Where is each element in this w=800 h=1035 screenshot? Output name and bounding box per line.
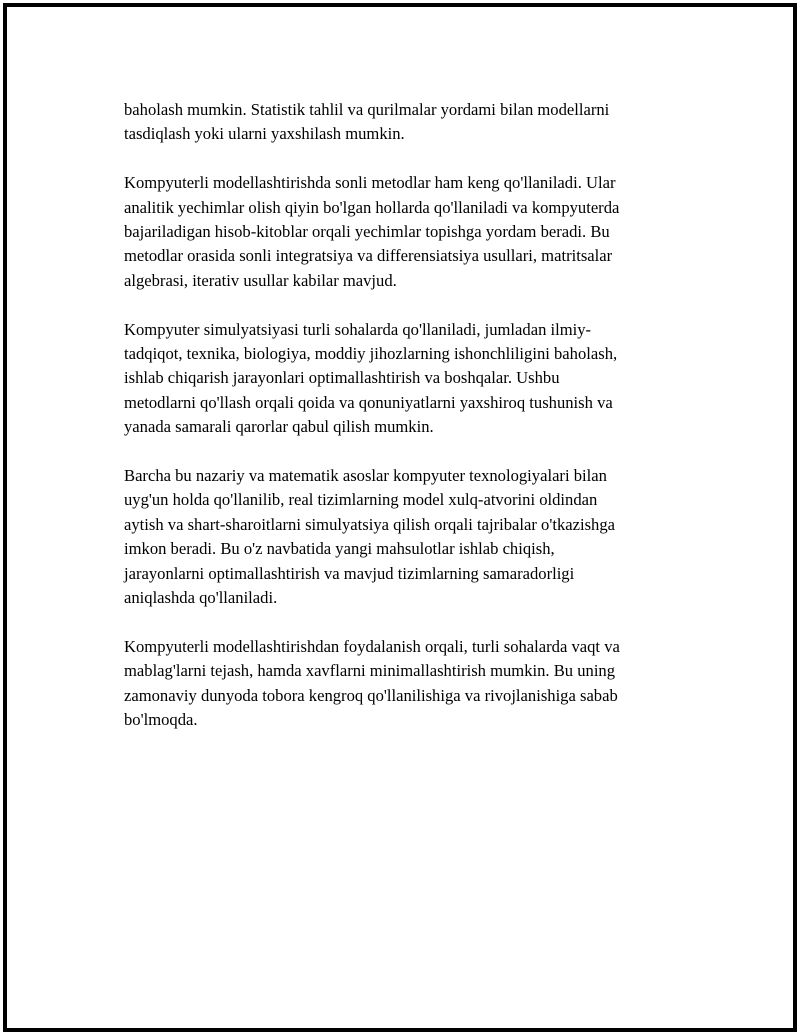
- paragraph-1: [124, 98, 684, 147]
- paragraph-5: [124, 635, 684, 733]
- text-line: tasdiqlash yoki ularni yaxshilash mumkin.: [124, 124, 405, 144]
- text-line: metodlar orasida sonli integratsiya va differensiatsiya usullari, matritsalar: [124, 246, 613, 266]
- text-line: imkon beradi. Bu o'z navbatida yangi mahsulotlar ishlab chiqish,: [124, 539, 555, 559]
- text-line: ishlab chiqarish jarayonlari optimallashtirish va boshqalar. Ushbu: [124, 368, 560, 388]
- text-line: Barcha bu nazariy va matematik asoslar kompyuter texnologiyalari bilan: [124, 466, 607, 486]
- text-line: Kompyuter simulyatsiyasi turli sohalarda qo'llaniladi, jumladan ilmiy-: [124, 319, 592, 339]
- paragraph-3: [124, 318, 684, 440]
- text-line: baholash mumkin. Statistik tahlil va qurilmalar yordami bilan modellarni: [124, 100, 610, 119]
- text-line: aniqlashda qo'llaniladi.: [124, 588, 278, 608]
- text-line: analitik yechimlar olish qiyin bo'lgan hollarda qo'llaniladi va kompyuterda: [124, 197, 620, 217]
- text-line: algebrasi, iterativ usullar kabilar mavjud.: [124, 270, 397, 290]
- document-body: [124, 98, 684, 757]
- text-line: uyg'un holda qo'llanilib, real tizimlarning model xulq-atvorini oldindan: [124, 490, 598, 510]
- text-line: bo'lmoqda.: [124, 710, 198, 730]
- text-line: jarayonlarni optimallashtirish va mavjud tizimlarning samaradorligi: [124, 563, 575, 583]
- text-line: Kompyuterli modellashtirishdan foydalanish orqali, turli sohalarda vaqt va: [124, 636, 620, 656]
- text-line: yanada samarali qarorlar qabul qilish mumkin.: [124, 417, 434, 437]
- text-line: metodlarni qo'llash orqali qoida va qonuniyatlarni yaxshiroq tushunish va: [124, 392, 613, 412]
- text-line: mablag'larni tejash, hamda xavflarni minimallashtirish mumkin. Bu uning: [124, 661, 616, 681]
- text-line: bajariladigan hisob-kitoblar orqali yechimlar topishga yordam beradi. Bu: [124, 222, 610, 242]
- text-line: aytish va shart-sharoitlarni simulyatsiya qilish orqali tajribalar o'tkazishga: [124, 514, 615, 534]
- text-line: Kompyuterli modellashtirishda sonli metodlar ham keng qo'llaniladi. Ular: [124, 173, 616, 193]
- paragraph-2: [124, 171, 684, 293]
- text-line: tadqiqot, texnika, biologiya, moddiy jihozlarning ishonchliligini baholash,: [124, 344, 618, 364]
- paragraph-4: [124, 464, 684, 610]
- page-frame: [3, 3, 797, 1032]
- text-line: zamonaviy dunyoda tobora kengroq qo'llanilishiga va rivojlanishiga sabab: [124, 685, 618, 705]
